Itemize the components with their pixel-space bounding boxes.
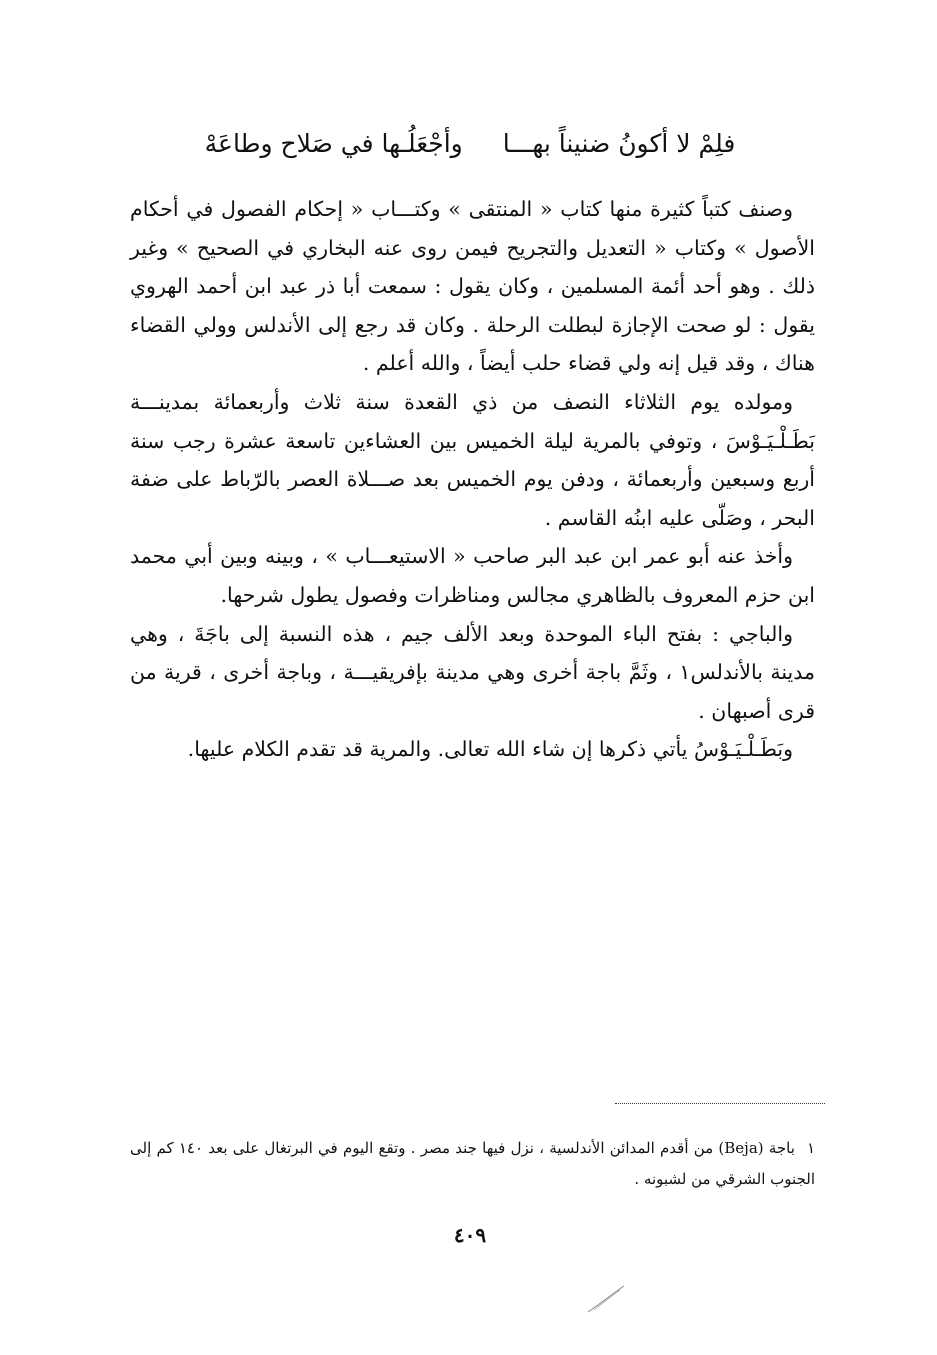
poem-verse xyxy=(150,124,790,164)
footnote-text: باجة (Beja) من أقدم المدائن الأندلسية ، نزل فيها جند مصر . وتقع اليوم في البرتغال على بعد ١٤٠ كم إلى الجنوب الشرقي من لشبونه . xyxy=(130,1139,815,1188)
main-text xyxy=(130,190,815,769)
paragraph-students: وأخذ عنه أبو عمر ابن عبد البر صاحب « الاستيعـــاب » ، وبينه وبين أبي محمد ابن حزم المعروف بالظاهري مجالس ومناظرات وفصول يطول شرحها. xyxy=(130,544,815,607)
paragraph-badajoz: وبَطَـلْـيَـوْسُ يأتي ذكرها إن شاء الله تعالى. والمرية قد تقدم الكلام عليها. xyxy=(187,737,793,762)
footnote-number: ١ xyxy=(806,1139,815,1157)
footnote xyxy=(130,1133,815,1195)
verse-hemistich-1: فلِمْ لا أكونُ ضنيناً بهـــا xyxy=(502,129,736,158)
paragraph-nisba: والباجي : بفتح الباء الموحدة وبعد الألف جيم ، هذه النسبة إلى باجَةَ ، وهي مدينة بالأندلس١ ، وثَمَّ باجة أخرى وهي مدينة بإفريقيـــة ، وباجة أخرى ، قرية من قرى أصبهان . xyxy=(130,621,815,723)
verse-hemistich-2: وأجْعَلُـها في صَلاح وطاعَهْ xyxy=(204,129,463,158)
page-number: ٤٠٩ xyxy=(453,1223,487,1247)
footnote-divider xyxy=(615,1103,825,1104)
paragraph-works: وصنف كتباً كثيرة منها كتاب « المنتقى » وكتـــاب « إحكام الفصول في أحكام الأصول » وكتاب « التعديل والتجريح فيمن روى عنه البخاري في الصحيح » وغير ذلك . وهو أحد أئمة المسلمين ، وكان يقول : سمعت أبا ذر عبد ابن أحمد الهروي يقول : لو صحت الإجازة لبطلت الرحلة . وكان قد رجع إلى الأندلس وولي القضاء هناك ، وقد قيل إنه ولي قضاء حلب أيضاً ، والله أعلم . xyxy=(130,197,815,376)
paragraph-birth-death: ومولده يوم الثلاثاء النصف من ذي القعدة سنة ثلاث وأربعمائة بمدينـــة بَطَـلْـيَـوْسَ ، وتوفي بالمرية ليلة الخميس بين العشاءين تاسعة عشرة رجب سنة أربع وسبعين وأربعمائة ، ودفن يوم الخميس بعد صـــلاة العصر بالرّباط على ضفة البحر ، وصَلّى عليه ابنُه القاسم . xyxy=(130,389,815,530)
stray-pen-mark xyxy=(586,1284,626,1314)
